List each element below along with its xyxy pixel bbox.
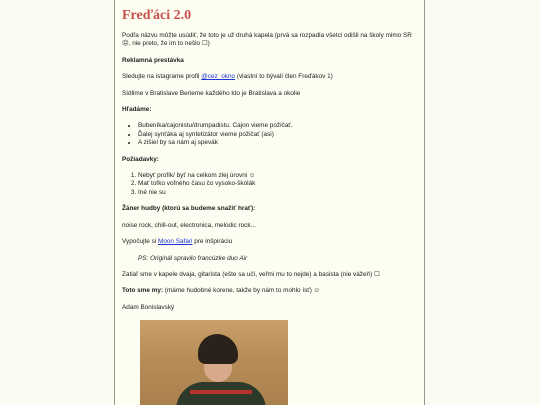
requirements-list	[122, 172, 418, 197]
about-paragraph	[122, 287, 418, 295]
photo-stripe	[190, 390, 252, 394]
ad-paragraph	[122, 73, 418, 81]
about-text: (máme hudobné korene, takže by nám to mohlo ísť) ☺	[163, 287, 321, 295]
member-photo	[140, 320, 288, 405]
inspiration-paragraph	[122, 238, 418, 246]
list-item: • Bubeníka/cajonistu/drumpadistu. Cajon vieme požičať.	[138, 122, 418, 130]
genre-paragraph: noise rock, chill-out, electronica, melodic rock…	[122, 221, 257, 229]
list-item: • Ďalej synťáka aj syntetizátor vieme požičať (asi)	[138, 131, 418, 139]
location-paragraph: Sídlime v Bratislave Berieme každého kto je Bratislava a okolie	[122, 89, 301, 97]
ps-text: PS: Originál spravilo francúzke duo Air	[138, 254, 248, 262]
list-item: 3. Iné nie su	[138, 189, 418, 197]
moon-safari-link[interactable]: Moon Safari	[158, 238, 193, 246]
page-content	[114, 0, 425, 405]
about-heading: Toto sme my:	[122, 287, 164, 295]
page-title: Freďáci 2.0	[122, 8, 192, 23]
ps-note	[122, 255, 418, 263]
ad-heading: Reklamná prestávka	[122, 56, 184, 64]
member-name: Adam Bonislavský	[122, 303, 175, 311]
looking-heading: Hľadáme:	[122, 106, 152, 114]
current-members-paragraph: Zatiaľ sme v kapele dvaja, gitarista (ešte sa učí, veľmi mu to nejde) a basista (nie vážeň) ☐	[122, 270, 380, 278]
list-item: • A zišiel by sa nám aj spevák	[138, 139, 418, 147]
looking-list	[122, 122, 418, 147]
photo-hair	[198, 334, 238, 364]
inspire-text-after: pre inšpiráciu	[192, 238, 233, 246]
list-item: 2. Mať toľko voľného času čo vysoko-školák	[138, 180, 418, 188]
genre-heading: Žáner hudby (ktorú sa budeme snažiť hrať):	[122, 205, 256, 213]
list-item: 1. Nebyť profík/ byť na celkom zlej úrovni ☺	[138, 172, 418, 180]
requirements-heading: Požiadavky:	[122, 155, 159, 163]
intro-paragraph: Podľa názvu môžte usúdiť, že toto je už druhá kapela (prvá sa rozpadla všetci odišli na školy mimo SR ☹, nie preto, že im to nešlo ☐)	[122, 32, 412, 48]
ad-text-before: Sledujte na istagrame profil	[122, 73, 202, 81]
ad-text-after: (vlastní to bývalí člen Freďákov 1)	[235, 73, 333, 81]
instagram-link[interactable]: @cez_okno	[201, 73, 236, 81]
inspire-text-before: Vypočujte si	[122, 238, 158, 246]
